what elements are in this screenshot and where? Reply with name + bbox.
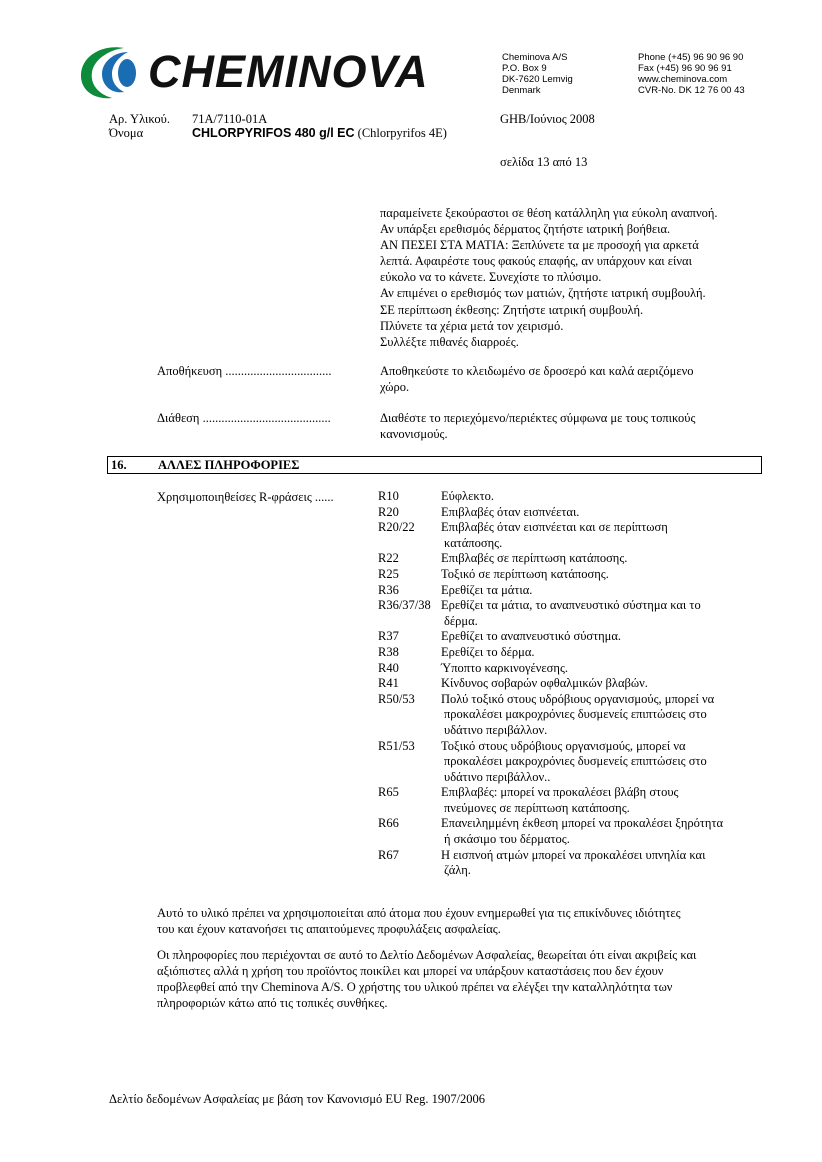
rphrase-item — [378, 676, 760, 692]
section-title: ΑΛΛΕΣ ΠΛΗΡΟΦΟΡΙΕΣ — [158, 458, 300, 472]
rphrase-text — [441, 676, 760, 692]
rphrase-text-line: Ερεθίζει τα μάτια. — [441, 582, 533, 597]
text-line: Αποθηκεύστε το κλειδωμένο σε δροσερό και καλά αεριζόμενο — [380, 364, 694, 378]
rphrase-code: R38 — [378, 644, 399, 659]
rphrase-text-line: υδάτινο περιβάλλον. — [444, 722, 548, 737]
rphrase-item — [378, 661, 760, 677]
rphrase-item — [378, 505, 760, 521]
text-line: παραμείνετε ξεκούραστοι σε θέση κατάλληλη για εύκολη αναπνοή. — [380, 206, 718, 220]
rphrase-text-line: Η εισπνοή ατμών μπορεί να προκαλέσει υπνηλία και — [441, 847, 706, 862]
rphrase-text-line: Επιβλαβές σε περίπτωση κατάποσης. — [441, 551, 628, 566]
address-line: Cheminova A/S — [502, 52, 568, 63]
phone-line: Phone (+45) 96 90 96 90 — [638, 52, 744, 63]
footer-text: Δελτίο δεδομένων Ασφαλείας με βάση τον Κανονισμό EU Reg. 1907/2006 — [109, 1092, 486, 1106]
rphrase-text — [441, 583, 760, 599]
section-number: 16. — [111, 458, 127, 472]
rphrase-item — [378, 785, 760, 816]
rphrase-item — [378, 567, 760, 583]
text-line: προβλεφθεί από την Cheminova A/S. Ο χρήστης του υλικού πρέπει να ελέγξει την καταλληλότητα των — [157, 980, 673, 994]
rphrase-text-line: ή σκάσιμο του δέρματος. — [444, 832, 570, 847]
rphrase-text — [441, 489, 760, 505]
rphrase-text — [441, 785, 760, 816]
text-line: πληροφοριών κάτω από τις τοπικές συνθήκες. — [157, 996, 388, 1010]
rphrase-code: R66 — [378, 816, 399, 831]
rphrase-code: R65 — [378, 785, 399, 800]
rphrase-item — [378, 520, 760, 551]
product-name-label: Όνομα — [109, 126, 144, 140]
rphrase-text-line: Επιβλαβές όταν εισπνέεται και σε περίπτωση — [441, 520, 668, 535]
rphrase-text — [441, 692, 760, 739]
text-line: κανονισμούς. — [380, 427, 448, 441]
rphrase-text-line: Ερεθίζει το αναπνευστικό σύστημα. — [441, 629, 622, 644]
address-line: DK-7620 Lemvig — [502, 74, 573, 85]
logo-wordmark: CHEMINOVA — [148, 46, 429, 97]
rphrase-text-line: Τοξικό σε περίπτωση κατάποσης. — [441, 566, 609, 581]
address-line: P.O. Box 9 — [502, 63, 547, 74]
rphrase-text-line: Επανειλημμένη έκθεση μπορεί να προκαλέσει ξηρότητα — [441, 816, 724, 831]
text-line: αξιόπιστες αλλά η χρήση του προϊόντος ποικίλει και μπορεί να υπάρξουν καταστάσεις που δεν έχουν — [157, 964, 664, 978]
rphrase-text — [441, 551, 760, 567]
rphrase-text — [441, 739, 760, 786]
rphrase-item — [378, 629, 760, 645]
rphrase-text-line: Επιβλαβές όταν εισπνέεται. — [441, 504, 580, 519]
rphrase-text-line: προκαλέσει μακροχρόνιες δυσμενείς επιπτώσεις στο — [444, 707, 707, 722]
text-line: Αν υπάρξει ερεθισμός δέρματος ζητήστε ιατρική βοήθεια. — [380, 222, 671, 237]
rphrase-item — [378, 848, 760, 879]
rphrase-code: R67 — [378, 847, 399, 862]
disposal-text — [380, 410, 750, 442]
product-name-value: CHLORPYRIFOS 480 g/l EC — [192, 126, 355, 140]
rphrase-text-line: Εύφλεκτο. — [441, 489, 495, 503]
rphrase-item — [378, 598, 760, 629]
rphrase-code: R20/22 — [378, 520, 415, 535]
rphrase-text-line: υδάτινο περιβάλλον.. — [444, 769, 551, 784]
rphrase-code: R40 — [378, 660, 399, 675]
text-line: ΣΕ περίπτωση έκθεσης: Ζητήστε ιατρική συμβουλή. — [380, 302, 644, 317]
rphrase-text-line: Ερεθίζει τα μάτια, το αναπνευστικό σύστημα και το — [441, 598, 701, 613]
rphrase-text-line: ζάλη. — [444, 863, 471, 878]
rphrase-text-line: Κίνδυνος σοβαρών οφθαλμικών βλαβών. — [441, 676, 648, 691]
website-link[interactable]: www.cheminova.com — [638, 74, 728, 85]
rphrase-code: R22 — [378, 551, 399, 566]
rphrase-code: R36 — [378, 582, 399, 597]
address-line: Denmark — [502, 85, 541, 96]
rphrase-code: R10 — [378, 489, 399, 503]
rphrase-code: R51/53 — [378, 738, 415, 753]
rphrase-item — [378, 739, 760, 786]
rphrase-item — [378, 583, 760, 599]
rphrase-text-line: Τοξικό στους υδρόβιους οργανισμούς, μπορεί να — [441, 738, 686, 753]
cvr-line: CVR-No. DK 12 76 00 43 — [638, 85, 745, 96]
product-name-extra: (Chlorpyrifos 4E) — [357, 126, 447, 140]
rphrases-list — [378, 489, 760, 879]
logo-swirl-icon — [78, 44, 148, 100]
rphrase-text-line: δέρμα. — [444, 613, 478, 628]
text-line: Οι πληροφορίες που περιέχονται σε αυτό το Δελτίο Δεδομένων Ασφαλείας, θεωρείται ότι είναι ακριβείς και — [157, 948, 697, 962]
rphrase-item — [378, 692, 760, 739]
rphrase-text-line: Επιβλαβές: μπορεί να προκαλέσει βλάβη στους — [441, 785, 679, 800]
rphrase-item — [378, 816, 760, 847]
storage-label: Αποθήκευση .................................. — [157, 364, 332, 378]
rphrase-code: R36/37/38 — [378, 598, 431, 613]
text-line: Πλύνετε τα χέρια μετά τον χειρισμό. — [380, 318, 564, 333]
rphrase-item — [378, 645, 760, 661]
material-number-label: Αρ. Υλικού. — [109, 112, 170, 126]
rphrase-text — [441, 661, 760, 677]
rphrase-text-line: πνεύμονες σε περίπτωση κατάποσης. — [444, 800, 630, 815]
rphrase-text-line: προκαλέσει μακροχρόνιες δυσμενείς επιπτώσεις στο — [444, 754, 707, 769]
rphrase-item — [378, 551, 760, 567]
text-line: Αυτό το υλικό πρέπει να χρησιμοποιείται από άτομα που έχουν ενημερωθεί για τις επικίνδυνες ιδιότητες — [157, 906, 681, 920]
rphrase-text — [441, 816, 760, 847]
fax-line: Fax (+45) 96 90 96 91 — [638, 63, 732, 74]
rphrase-code: R20 — [378, 504, 399, 519]
usage-paragraph — [157, 905, 767, 937]
disposal-label: Διάθεση ......................................... — [157, 411, 331, 425]
rphrase-text — [441, 848, 760, 879]
page-number: σελίδα 13 από 13 — [500, 155, 588, 169]
text-line: ΑΝ ΠΕΣΕΙ ΣΤΑ ΜΑΤΙΑ: Ξεπλύνετε τα με προσοχή για αρκετά — [380, 238, 699, 253]
text-line: Αν επιμένει ο ερεθισμός των ματιών, ζητήστε ιατρική συμβουλή. — [380, 286, 706, 301]
rphrase-text-line: Ύποπτο καρκινογένεσης. — [441, 660, 569, 675]
rphrases-label: Χρησιμοποιηθείσες R-φράσεις ...... — [157, 490, 334, 504]
first-aid-text — [380, 205, 760, 350]
rphrase-text-line: Πολύ τοξικό στους υδρόβιους οργανισμούς, μπορεί να — [441, 691, 715, 706]
text-line: εύκολο να το κάνετε. Συνεχίστε το πλύσιμο. — [380, 270, 602, 285]
rphrase-code: R50/53 — [378, 691, 415, 706]
text-line: Συλλέξτε πιθανές διαρροές. — [380, 334, 519, 349]
text-line: Διαθέστε το περιεχόμενο/περιέκτες σύμφωνα με τους τοπικούς — [380, 411, 696, 425]
rphrase-text — [441, 645, 760, 661]
storage-text — [380, 363, 750, 395]
rphrase-code: R37 — [378, 629, 399, 644]
text-line: του και έχουν κατανοήσει τις απαιτούμενες προφυλάξεις ασφαλείας. — [157, 922, 501, 936]
rphrase-item — [378, 489, 760, 505]
section-16-heading — [107, 456, 762, 474]
disclaimer-paragraph — [157, 947, 767, 1011]
rphrase-text — [441, 629, 760, 645]
company-address — [502, 52, 573, 96]
rphrase-text — [441, 598, 760, 629]
rphrase-code: R25 — [378, 566, 399, 581]
material-number-value: 71A/7110-01A — [192, 112, 268, 126]
cheminova-logo — [78, 44, 438, 100]
rphrase-text — [441, 505, 760, 521]
rphrase-code: R41 — [378, 676, 399, 691]
company-contact — [638, 52, 745, 96]
rphrase-text — [441, 567, 760, 583]
text-line: λεπτά. Αφαιρέστε τους φακούς επαφής, αν υπάρχουν και είναι — [380, 254, 692, 269]
rphrase-text — [441, 520, 760, 551]
product-name — [192, 125, 447, 141]
region-date: GHB/Ιούνιος 2008 — [500, 112, 595, 126]
rphrase-text-line: Ερεθίζει το δέρμα. — [441, 644, 535, 659]
rphrase-text-line: κατάποσης. — [444, 535, 503, 550]
text-line: χώρο. — [380, 380, 410, 394]
